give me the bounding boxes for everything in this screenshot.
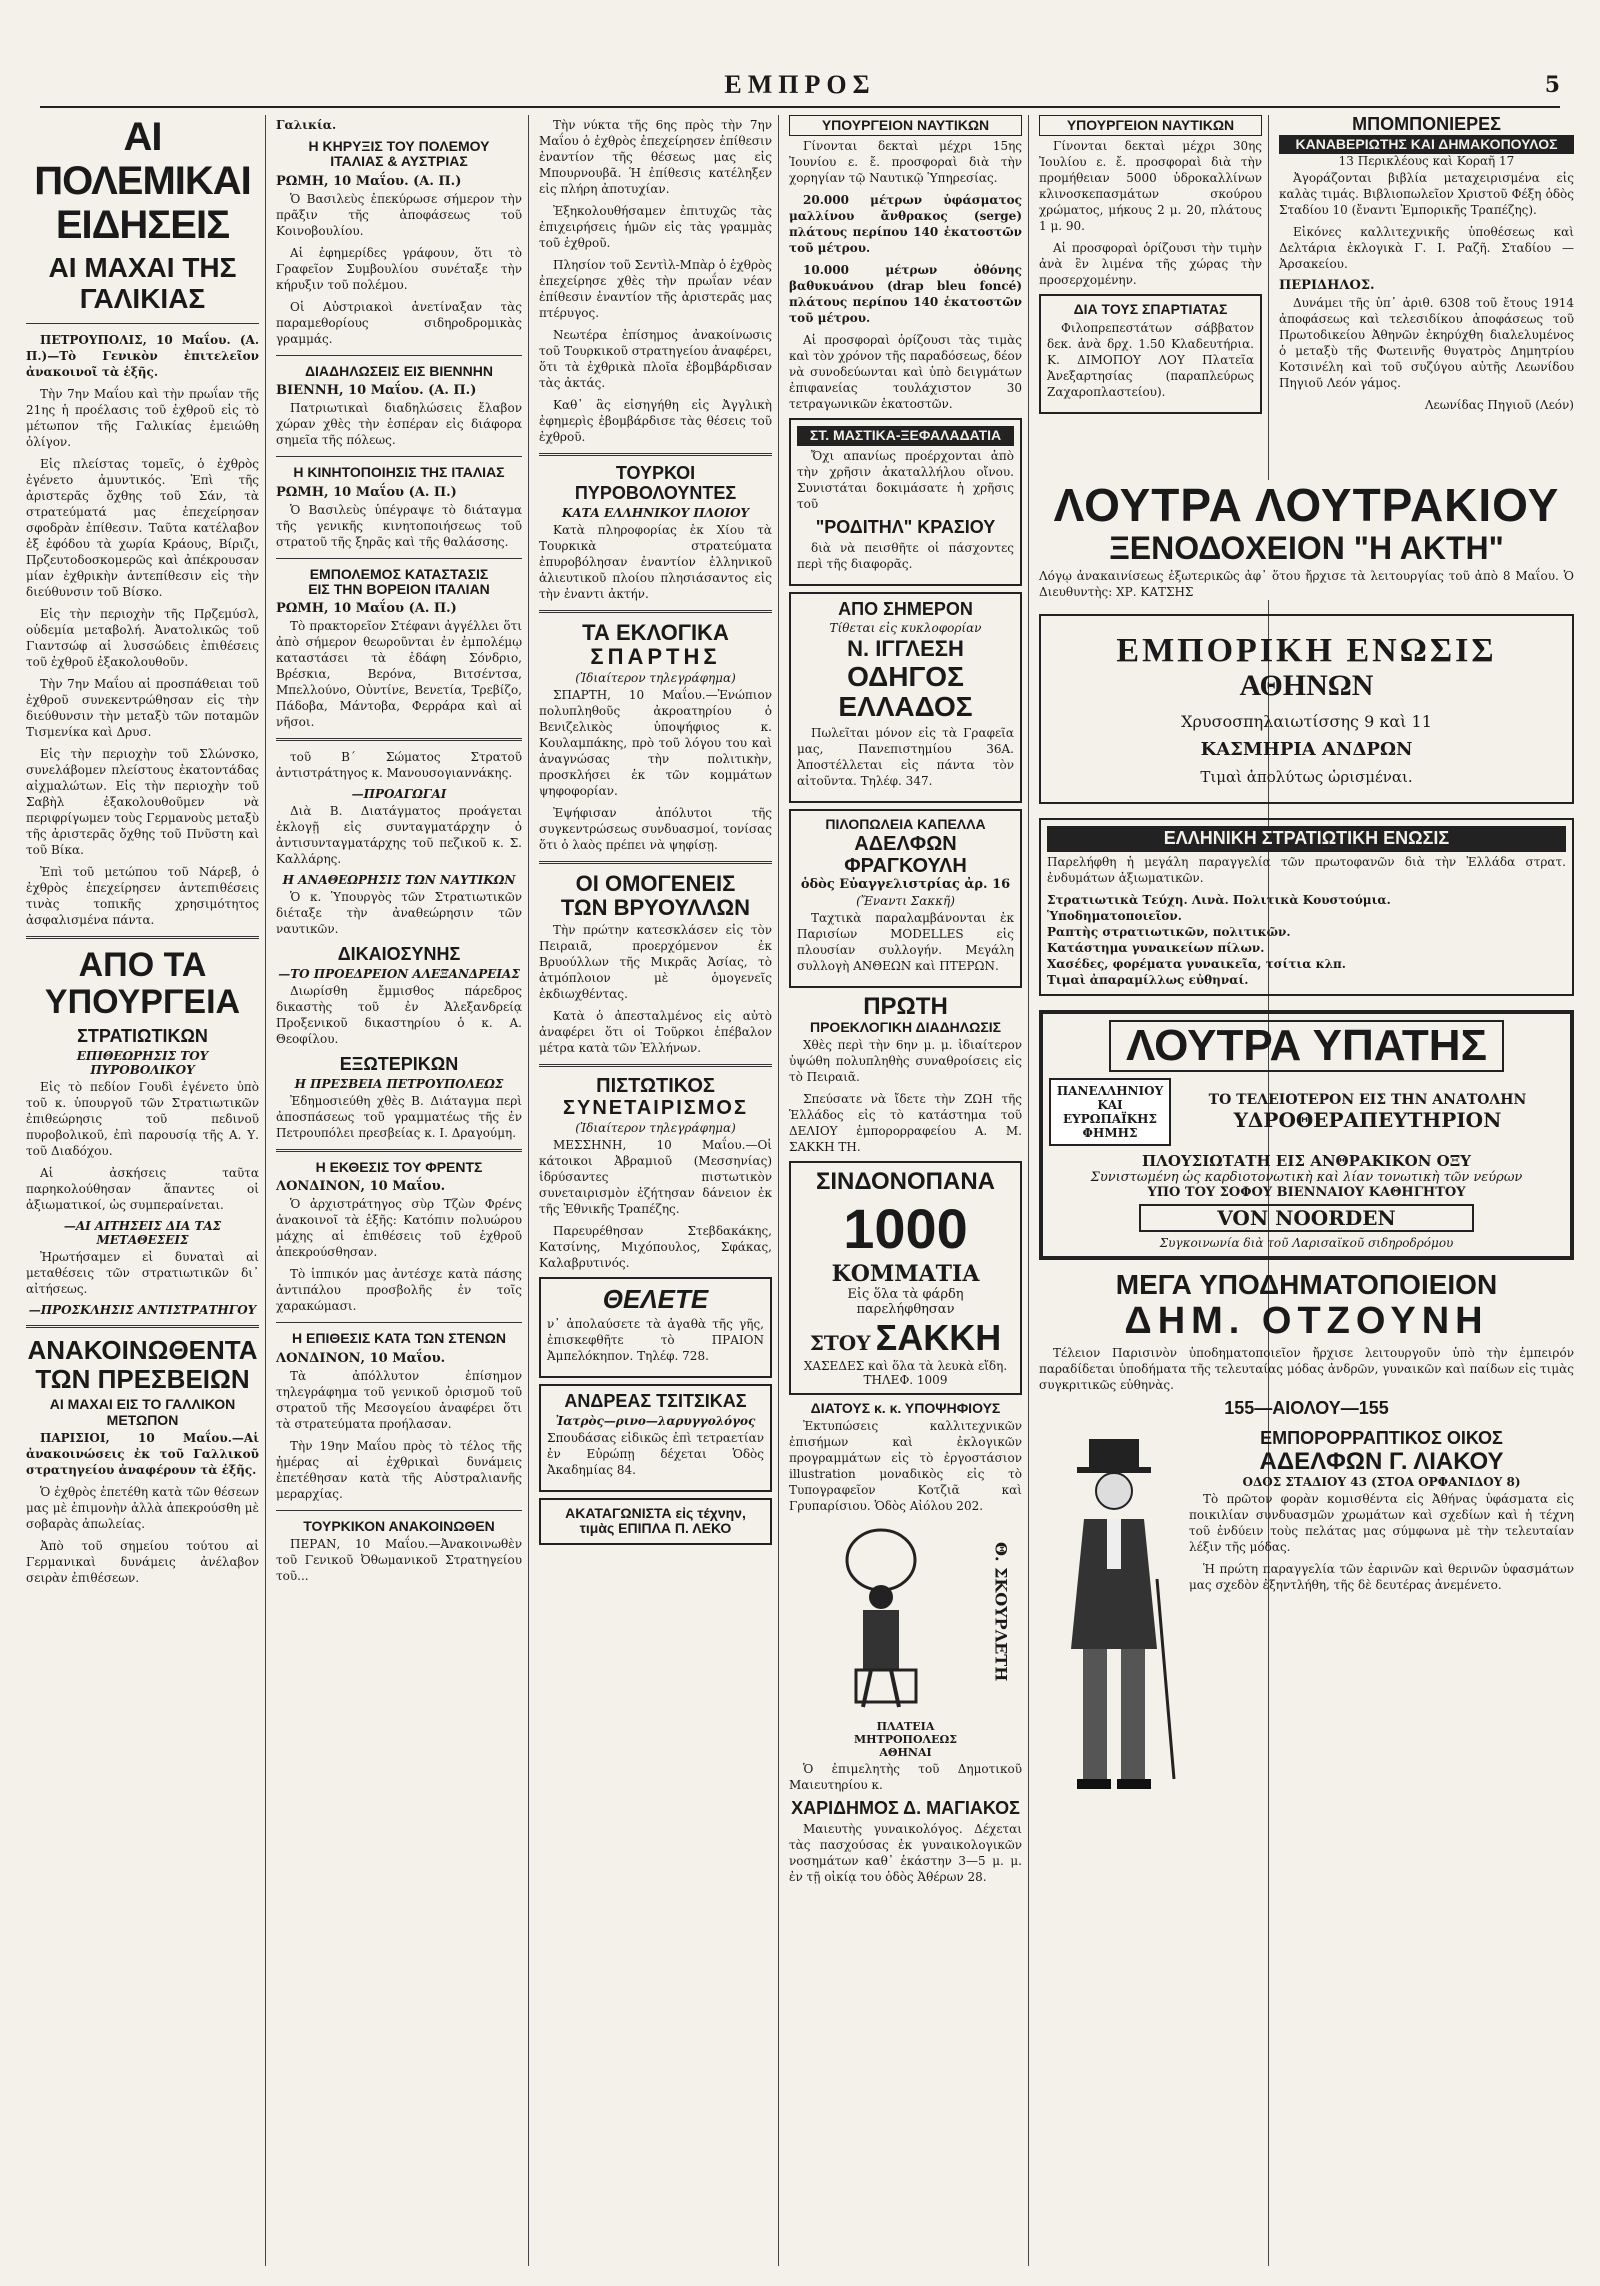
ad-headline: ΔΙΑ ΤΟΥΣ ΣΠΑΡΤΙΑΤΑΣ — [1073, 301, 1228, 318]
ad-subhead: Τίθεται εἰς κυκλοφορίαν — [829, 621, 982, 636]
ad-headline: ΕΜΠΟΡΟΡΡΑΠΤΙΚΟΣ ΟΙΚΟΣ — [1260, 1427, 1503, 1448]
ad-author: Ν. ΙΓΓΛΕΣΗ — [847, 636, 964, 662]
headline-elections: ΤΑ ΕΚΛΟΓΙΚΑ — [582, 619, 729, 645]
dateline: ΛΟΝΔΙΝΟΝ, 10 Μαΐου. — [276, 1179, 446, 1195]
ad-headline: ΜΠΟΜΠΟΝΙΕΡΕΣ — [1352, 115, 1501, 134]
column-rule — [778, 115, 779, 2266]
headline-sparta: ΣΠΑΡΤΗΣ — [590, 643, 721, 669]
divider — [539, 453, 772, 456]
article-paragraph: τοῦ Β΄ Σώματος Στρατοῦ ἀντιστράτηγος κ. Μανουσογιαννάκης. — [276, 750, 522, 781]
subhead: ΑΙ ΜΑΧΑΙ ΕΙΣ ΤΟ ΓΑΛΛΙΚΟΝ ΜΕΤΩΠΟΝ — [49, 1396, 236, 1428]
ad-city: ΑΘΗΝΩΝ — [1239, 669, 1374, 703]
notice-signature: Λεωνίδας Πηγιοῦ (Λεόν) — [1424, 398, 1574, 413]
ad-list-item: Ὑποδηματοποιεῖον. — [1047, 908, 1182, 923]
dateline: ΠΑΡΙΣΙΟΙ, 10 Μαΐου.—Αἱ ἀνακοινώσεις ἐκ τοῦ Γαλλικοῦ στρατηγείου ἀναφέρουν τὰ ἑξῆς. — [26, 1431, 259, 1478]
ad-text: Εἰκόνες καλλιτεχνικῆς ὑποθέσεως καὶ Δελτάρια ἐκλογικὰ Γ. Ι. Ραζῆ. Σταδίου — Ἀρσακείου. — [1279, 225, 1574, 272]
ad-text: Εἰς ὅλα τὰ φάρδη παρελήφθησαν — [847, 1286, 964, 1317]
ad-headline: ΕΜΠΟΡΙΚΗ ΕΝΩΣΙΣ — [1116, 631, 1497, 669]
ad-fame-line: ΠΑΝΕΛΛΗΝΙΟΥ — [1056, 1084, 1164, 1099]
ad-text: ΠΛΟΥΣΙΩΤΑΤΗ ΕΙΣ ΑΝΘΡΑΚΙΚΟΝ ΟΞΥ — [1142, 1152, 1471, 1171]
subhead: —ΠΡΟΣΚΛΗΣΙΣ ΑΝΤΙΣΤΡΑΤΗΓΟΥ — [28, 1303, 257, 1318]
section-justice: ΔΙΚΑΙΟΣΥΝΗΣ — [337, 944, 461, 965]
article-paragraph: Τὴν πρώτην κατεσκλάσεν εἰς τὸν Πειραιᾶ, προερχόμενον ἐκ Βρυούλλων τῆς Μικρᾶς Ἀσίας, τὸ ἀτμόπλοιον μὲ ὁμογενεῖς ἐκδιωχθέντας. — [539, 923, 772, 1002]
ad-address: ὁδὸς Εὐαγγελιστρίας ἀρ. 16 — [800, 876, 1011, 892]
ad-headline: ΜΕΓΑ ΥΠΟΔΗΜΑΤΟΠΟΙΕΙΟΝ — [1115, 1269, 1498, 1301]
ad-text: ΤΟ ΤΕΛΕΙΟΤΕΡΟΝ ΕΙΣ ΤΗΝ ΑΝΑΤΟΛΗΝ — [1208, 1092, 1527, 1109]
ad-subhead: Ἰατρὸς—ρινο—λαρυγγολόγος — [555, 1413, 756, 1428]
ad-hats — [789, 809, 1022, 987]
ad-headline: ΔΙΑΤΟΥΣ κ. κ. ΥΠΟΨΗΦΙΟΥΣ — [810, 1399, 1001, 1416]
ad-list-item: Χασέδες, φορέματα γυναικεῖα, τσίτια κλπ. — [1047, 956, 1346, 971]
subhead: ΕΙΣ ΤΗΝ ΒΟΡΕΙΟΝ ΙΤΑΛΙΑΝ — [308, 580, 490, 597]
dateline: ΡΩΜΗ, 10 Μαΐου (Α. Π.) — [276, 601, 457, 617]
ad-text: ΥΠΟ ΤΟΥ ΣΟΦΟΥ ΒΙΕΝΝΑΙΟΥ ΚΑΘΗΓΗΤΟΥ — [1147, 1185, 1466, 1201]
ad-list-item: Τιμαὶ ἀπαραμίλλως εὐθηναί. — [1047, 972, 1249, 987]
subhead: —ΑΙ ΑΙΤΗΣΕΙΣ ΔΙΑ ΤΑΣ ΜΕΤΑΘΕΣΕΙΣ — [63, 1219, 222, 1248]
headline-credit: ΠΙΣΤΩΤΙΚΟΣ — [596, 1075, 715, 1098]
ad-loutraki-hotel: ΞΕΝΟΔΟΧΕΙΟΝ "Η ΑΚΤΗ" — [1109, 529, 1504, 566]
ad-text: Ὄχι απανίως προέρχονται ἀπὸ τὴν χρῆσιν ἀκαταλλήλου οἴνου. Συνιστάται δοκιμάσατε ἡ χρῆσις τοῦ — [797, 448, 1014, 511]
article-paragraph: Νεωτέρα ἐπίσημος ἀνακοίνωσις τοῦ Τουρκικοῦ στρατηγείου ἀναφέρει, ὅτι τὰ ἐχθρικὰ πλοῖα ἐβομβάρδισαν τὰς ἀκτάς. — [539, 328, 772, 390]
ad-text: Ἀγοράζονται βιβλία μεταχειρισμένα εἰς καλὰς τιμάς. Βιβλιοπωλεῖον Χριστοῦ Φέξη ὁδὸς Σταδίου 10 (ἔναντι Ἐμπορικῆς Τραπέζης). — [1279, 171, 1574, 218]
article-paragraph: Διωρίσθη ἔμμισθος πάρεδρος δικαστὴς τοῦ ἐν Ἀλεξανδρείᾳ Προξενικοῦ δικαστηρίου ὁ κ. Α. Θεοφίλου. — [276, 984, 522, 1047]
wide-ads — [1033, 480, 1580, 2266]
ad-brand: "ΡΟΔΙΤΗΛ" ΚΡΑΣΙΟΥ — [815, 516, 996, 537]
divider — [539, 1064, 772, 1067]
section-army: ΣΤΡΑΤΙΩΤΙΚΩΝ — [77, 1026, 208, 1047]
subhead: ΔΙΑΔΗΛΩΣΕΙΣ ΕΙΣ ΒΙΕΝΝΗΝ — [304, 362, 493, 379]
headline-embassies-1: ΑΝΑΚΟΙΝΩΘΕΝΤΑ — [27, 1335, 258, 1366]
ad-headline: ΠΙΛΟΠΩΛΕΙΑ ΚΑΠΕΛΛΑ — [825, 816, 986, 833]
ad-caption: ΜΗΤΡΟΠΟΛΕΩΣ — [853, 1733, 958, 1747]
divider — [26, 323, 259, 324]
ad-shoes — [1039, 1270, 1574, 1418]
ad-vertical-label: Θ. ΣΚΟΥΡΛΕΤΗ — [991, 1542, 1011, 1682]
ad-caption: ΠΛΑΤΕΙΑ — [876, 1720, 935, 1734]
dateline: ΡΩΜΗ, 10 Μαΐου (Α. Π.) — [276, 484, 457, 500]
column-6 — [1273, 115, 1580, 475]
article-paragraph: Τὴν 7ην Μαΐου αἱ προσπάθειαι τοῦ ἐχθροῦ συνεκεντρώθησαν εἰς τὴν διεύθυνσιν τὴν μεταξὺ τῶν ποταμῶν Τισμενίκα καὶ Δρυσ. — [26, 676, 259, 739]
ad-headline: ΘΕΛΕΤΕ — [602, 1284, 709, 1315]
column-2 — [270, 115, 528, 2266]
headline-embassies-2: ΤΩΝ ΠΡΕΣΒΕΙΩΝ — [35, 1363, 250, 1394]
porter-illustration — [801, 1522, 1011, 1712]
ad-military-union — [1039, 818, 1574, 996]
article-paragraph: Τὴν 19ην Μαΐου πρὸς τὸ τέλος τῆς ἡμέρας αἱ ἐχθρικαὶ δυνάμεις ἐπετέθησαν κατὰ τῆς Αὐστραλιανῆς μεραρχίας. — [276, 1438, 522, 1501]
ad-headline: ΛΟΥΤΡΑ ΥΠΑΤΗΣ — [1109, 1020, 1504, 1072]
divider — [276, 1510, 522, 1511]
article-paragraph: Τὸ ἱππικόν μας ἀντέσχε κατὰ πάσης ἀντιπάλου προσβολῆς ἐν τοῖς χαρακώμασι. — [276, 1267, 522, 1314]
ad-text: ΧΑΣΕΔΕΣ καὶ ὅλα τὰ λευκὰ εἴδη. ΤΗΛΕΦ. 1009 — [803, 1358, 1008, 1387]
headline-turks: ΤΟΥΡΚΟΙ ΠΥΡΟΒΟΛΟΥΝΤΕΣ — [574, 463, 737, 503]
ad-unit: ΚΟΜΜΑΤΙΑ — [831, 1260, 980, 1287]
ad-list-item: Στρατιωτικὰ Τεύχη. Λινὰ. Πολιτικὰ Κουστούμια. — [1047, 892, 1391, 907]
ad-text: Ταχτικὰ παραλαμβάνονται ἐκ Παρισίων MODELLES εἰς πλουσίαν συλλογήν. Μεγάλη συλλογὴ ΑΝΘΕΩΝ καὶ ΠΤΕΡΩΝ. — [797, 910, 1014, 973]
dateline: ΒΙΕΝΝΗ, 10 Μαΐου. (Α. Π.) — [276, 383, 477, 399]
ad-furniture — [539, 1498, 772, 1545]
ad-quantity: 1000 — [843, 1196, 968, 1260]
ad-headline: ΑΠΟ ΣΗΜΕΡΟΝ — [838, 598, 973, 619]
column-rule — [1028, 115, 1029, 2266]
subhead: ΙΤΑΛΙΑΣ & ΑΥΣΤΡΙΑΣ — [330, 153, 468, 170]
divider — [276, 1149, 522, 1152]
dateline: ΡΩΜΗ, 10 Μαΐου. (Α. Π.) — [276, 173, 462, 189]
ad-address: ΟΔΟΣ ΣΤΑΔΙΟΥ 43 (ΣΤΟΑ ΟΡΦΑΝΙΔΟΥ 8) — [1242, 1474, 1521, 1489]
ad-subhead: ΚΑΝΑΒΕΡΙΩΤΗΣ ΚΑΙ ΔΗΜΑΚΟΠΟΥΛΟΣ — [1279, 135, 1574, 154]
ad-name: ΔΗΜ. ΟΤΖΟΥΝΗ — [1124, 1300, 1489, 1343]
article-paragraph: Σπεύσατε νὰ ἴδετε τὴν ΖΩΗ τῆς Ἑλλάδος εἰς τὸ κατάστημα τοῦ ΔΕΛΙΟΥ ἐμπορορραφείου Α. Μ. ΣΑΚΚΗ ΤΗ. — [789, 1092, 1022, 1155]
divider — [26, 1325, 259, 1328]
article-paragraph: Τὴν νύκτα τῆς 6ης πρὸς τὴν 7ην Μαΐου ὁ ἐχθρὸς ἐπεχείρησεν ἐπίθεσιν ἐναντίον τῆς θέσεως μας εἰς Μπουρνουβᾶ. Ἡ ἐπίθεσις κατέληξεν εἰς πλήρη ἀποτυχίαν. — [539, 118, 772, 196]
article-paragraph: Κατὰ ὁ ἀπεσταλμένος εἰς αὐτὸ ἀναφέρει ὅτι οἱ Τοῦρκοι ἐπέβαλον μέτρα κατὰ τῶν Ἑλλήνων. — [539, 1009, 772, 1056]
subhead: Η ΚΗΡΥΞΙΣ ΤΟΥ ΠΟΛΕΜΟΥ — [308, 138, 490, 154]
divider — [276, 738, 522, 741]
article-paragraph: Εἰς τὴν περιοχὴν τῆς Πρζεμύσλ, οὐδεμία μεταβολή. Ἀνατολικῶς τοῦ Γιαντσώφ αἱ λυσσώδεις ἐπιθέσεις τοῦ ἐχθροῦ ἐξακολουθοῦν. — [26, 606, 259, 669]
ad-headline: ΑΝΔΡΕΑΣ ΤΣΙΤΣΙΚΑΣ — [564, 1390, 747, 1411]
ad-text: 20.000 μέτρων ὑφάσματος μαλλίνου ἄνθρακος (serge) πλάτους περίπου 140 ἑκατοστῶν τοῦ μέτρου. — [789, 193, 1022, 256]
subhead: Η ΚΙΝΗΤΟΠΟΙΗΣΙΣ ΤΗΣ ΙΤΑΛΙΑΣ — [293, 464, 505, 481]
page-number: 5 — [1544, 72, 1560, 98]
article-paragraph: Ἐξηκολουθήσαμεν ἐπιτυχῶς τὰς ἐπιχειρήσεις ἡμῶν εἰς τὰς γραμμὰς τοῦ ἐχθροῦ. — [539, 204, 772, 250]
subhead: ΤΟΥΡΚΙΚΟΝ ΑΝΑΚΟΙΝΩΘΕΝ — [303, 1517, 495, 1534]
ad-guide — [789, 592, 1022, 804]
ad-want — [539, 1277, 772, 1378]
article-paragraph: Χθὲς περὶ τὴν 6ην μ. μ. ἰδιαίτερον ὑψώθη πολυπληθὴς συναθροίσεις εἰς τὸ Πειραιᾶ. — [789, 1038, 1022, 1085]
article-paragraph: ΜΕΣΣΗΝΗ, 10 Μαΐου.—Οἱ κάτοικοι Ἀβραμιοῦ (Μεσσηνίας) ἱδρύσαντες πιστωτικὸν συνεταιρισμὸν ἐζήτησαν δάνειον ἐκ τῆς Ἐθνικῆς Τραπέζης. — [539, 1138, 772, 1217]
ad-figure — [801, 1522, 1011, 1712]
ad-headline: ΣΙΝΔΟΝΟΠΑΝΑ — [815, 1168, 995, 1196]
headline-vryoulla: ΤΩΝ ΒΡΥΟΥΛΛΩΝ — [560, 895, 751, 921]
article-paragraph: Αἱ ἐφημερίδες γράφουν, ὅτι τὸ Γραφεῖον Συμβουλίου συνέταξε τὴν κήρυξιν τοῦ πολέμου. — [276, 245, 522, 292]
article-paragraph: Ὁ ἀρχιστράτηγος σὺρ Τζὼν Φρένς ἀνακοινοῖ τὰ ἑξῆς: Κατόπιν πολυώρου μάχης αἱ ἐπιθέσεις τοῦ ἐχθροῦ ἀπεκρούσθησαν. — [276, 1197, 522, 1260]
ad-list-item: Κατάστημα γυναικείων πίλων. — [1047, 940, 1265, 955]
ad-text: Σπουδάσας εἰδικῶς ἐπὶ τετραετίαν ἐν Εὐρώπῃ δέχεται Ὁδὸς Ἀκαδημίας 84. — [547, 1430, 764, 1477]
subhead: Η ΕΚΘΕΣΙΣ ΤΟΥ ΦΡΕΝΤΣ — [315, 1158, 483, 1175]
divider — [276, 558, 522, 559]
gentleman-illustration — [1039, 1429, 1189, 1799]
masthead-title: ΕΜΠΡΟΣ — [40, 70, 1560, 108]
ad-linen — [789, 1161, 1022, 1394]
article-paragraph: Ἠρωτήσαμεν εἰ δυναταὶ αἱ μεταθέσεις τῶν στρατιωτικῶν δι᾽ αἰτήσεως. — [26, 1250, 259, 1297]
article-paragraph: Ὁ Βασιλεὺς ὑπέγραψε τὸ διάταγμα τῆς γενικῆς κινητοποιήσεως τοῦ στρατοῦ τῆς ξηρᾶς καὶ τῆς θαλάσσης. — [276, 502, 522, 549]
ad-text: Τὸ πρῶτον φορὰν κομισθέντα εἰς Ἀθήνας ὑφάσματα εἰς ποικιλίαν συνδυασμῶν χρωμάτων καὶ σχεδίων καὶ ἡ τέχνη τοῦ ἐνδύειν τοὺς πελάτας μας σύμφωνα μὲ τὴν τελευταίαν λέξιν τῆς μόδας. — [1189, 1491, 1574, 1554]
ad-text: Πωλεῖται μόνον εἰς τὰ Γραφεῖα μας, Πανεπιστημίου 36Α. Ἀποστέλλεται εἰς πάντα τὸν αἰτοῦντα. Τηλέφ. 347. — [797, 726, 1014, 789]
ad-text: Συνιστωμένη ὡς καρδιοτονωτικὴ καὶ λίαν τονωτικὴ τῶν νεύρων — [1090, 1170, 1523, 1186]
column-3 — [533, 115, 778, 2266]
subhead: —ΤΟ ΠΡΟΕΔΡΕΙΟΝ ΑΛΕΞΑΝΔΡΕΙΑΣ — [278, 967, 520, 982]
article-paragraph: Ἀπὸ τοῦ σημείου τούτου αἱ Γερμανικαὶ δυνάμεις ἀνέλαβον σειρὰν ἐπιθέσεων. — [26, 1539, 259, 1586]
ad-title: ΟΔΗΓΟΣ ΕΛΛΑΔΟΣ — [838, 660, 973, 723]
ad-text: Παρελήφθη ἡ μεγάλη παραγγελία τῶν πρωτοφανῶν διὰ τὴν Ἑλλάδα στρατ. ἐνδυμάτων ἀξιωματικῶν. — [1047, 854, 1566, 885]
ad-text: Ἡ πρώτη παραγγελία τῶν ἐαρινῶν καὶ θερινῶν ὑφασμάτων μας σχεδὸν ἐξηντλήθη, τῆς δὲ δευτέρας ἀνεμένετο. — [1189, 1561, 1574, 1592]
ad-list — [1047, 892, 1566, 988]
ad-headline: ΧΑΡΙΔΗΜΟΣ Δ. ΜΑΓΙΑΚΟΣ — [791, 1798, 1020, 1819]
headline-ministries: ΑΠΟ ΤΑ ΥΠΟΥΡΓΕΙΑ — [44, 945, 241, 1021]
divider — [276, 355, 522, 356]
headline-cooperative: ΣΥΝΕΤΑΙΡΙΣΜΟΣ — [563, 1097, 748, 1120]
subhead: (Ἰδιαίτερον τηλεγράφημα) — [575, 1121, 736, 1136]
ad-text: Φιλοπρεπεστάτων σάββατον δεκ. ἀνὰ δρχ. 1.50 Κλαδευτήρια. Κ. ΔΙΜΟΠΟΥ ΛΟΥ Πλατεῖα Ἀνεξαρτησίας (παραπλεύρως Ζαχαροπλαστείου). — [1047, 320, 1254, 399]
article-paragraph: Ὁ κ. Ὑπουργὸς τῶν Στρατιωτικῶν διέταξε τὴν ἀναθεώρησιν τῶν ναυτικῶν. — [276, 890, 522, 937]
ad-headline: ΕΛΛΗΝΙΚΗ ΣΤΡΑΤΙΩΤΙΚΗ ΕΝΩΣΙΣ — [1047, 826, 1566, 852]
ad-text: ν᾽ ἀπολαύσετε τὰ ἀγαθὰ τῆς γῆς, ἐπισκεφθῆτε τὸ ΠΡΑΙΟΝ Ἀμπελόκηπον. Τηλέφ. 728. — [547, 1316, 764, 1363]
column-rule — [528, 115, 529, 2266]
ad-fame-line: ΕΥΡΩΠΑΪΚΗΣ — [1063, 1112, 1157, 1127]
article-paragraph: Πλησίον τοῦ Σεντὶλ-Μπὰρ ὁ ἐχθρὸς ἐπεχείρησε χθὲς τὴν πρωΐαν νέαν ἐπίθεσιν ἐναντίον τῆς ἀριστερᾶς μας πτέρυγος. — [539, 258, 772, 320]
divider — [26, 936, 259, 939]
section-foreign: ΕΞΩΤΕΡΙΚΩΝ — [339, 1054, 459, 1075]
ad-subhead: (Ἔναντι Σακκῆ) — [856, 893, 955, 908]
headline-galicia: ΑΙ ΜΑΧΑΙ ΤΗΣ ΓΑΛΙΚΙΑΣ — [48, 252, 237, 314]
article-paragraph: Γαλικία. — [276, 118, 337, 132]
ad-text: ΥΔΡΟΘΕΡΑΠΕΥΤΗΡΙΟΝ — [1233, 1108, 1502, 1133]
article-paragraph: Εἰς τὴν περιοχὴν τοῦ Σλώνσκο, συνελάβομεν πλείστους ἐκατοντάδας αἰχμαλώτων. Εἰς τὴν περιοχὴν τοῦ Σαβὴλ ἐξακολουθοῦμεν νὰ περιφρίγωμεν τοὺς Γερμανοὺς μεταξὺ τῆς ἀριστερᾶς ὄχθης τοῦ Πνῦστη καὶ τοῦ Βίκα. — [26, 746, 259, 857]
ad-text: Λόγῳ ἀνακαινίσεως ἐξωτερικῶς ἀφ᾽ ὅτου ἤρχισε τὰ λειτουργίας τοῦ ἀπὸ 8 Μαΐου. Ὁ Διευθυντὴς: ΧΡ. ΚΑΤΣΗΣ — [1039, 568, 1574, 599]
ad-text: Ἐκτυπώσεις καλλιτεχνικῶν ἐπισήμων καὶ ἐκλογικῶν προγραμμάτων εἰς τὸ ἐργοστάσιον illustration μοναδικὸς εἰς τὸ Τυπογραφεῖον Κοτζιᾶ καὶ Γρυπαρίσιου. Ὁδὸς Αἰόλου 202. — [789, 1419, 1022, 1514]
ad-headline: ΣΤ. ΜΑΣΤΙΚΑ-ΞΕΦΑΛΑΔΑΤΙΑ — [797, 426, 1014, 445]
ad-wine — [789, 418, 1022, 585]
divider — [539, 861, 772, 864]
ad-firm: ΑΔΕΛΦΩΝ ΦΡΑΓΚΟΥΛΗ — [844, 832, 967, 877]
ad-store: ΣΑΚΚΗ — [875, 1316, 1002, 1358]
ad-text: Συγκοινωνία διὰ τοῦ Λαρισαϊκοῦ σιδηροδρόμου — [1159, 1236, 1454, 1251]
ad-fame-box — [1049, 1078, 1171, 1146]
ad-headline: ΥΠΟΥΡΓΕΙΟΝ ΝΑΥΤΙΚΩΝ — [1039, 115, 1262, 136]
ad-ypati-spa — [1039, 1010, 1574, 1260]
dateline: ΛΟΝΔΙΝΟΝ, 10 Μαΐου. — [276, 1350, 446, 1366]
article-paragraph: Τὸ πρακτορεῖον Στέφανι ἀγγέλλει ὅτι ἀπὸ σήμερον θεωροῦνται ἐν ἐμπολέμῳ καταστάσει τὰ ἐδάφη Σόνδριο, Βρέσκια, Βερόνα, Βιτσέντσα, Μπελλούνο, Οὐντίνε, Βενετία, Τρεβίζο, Πάδοβα, Μάντοβα, Φερράρα καὶ αἱ νῆσοι. — [276, 619, 522, 730]
ad-text: Μαιευτὴς γυναικολόγος. Δέχεται τὰς πασχούσας ἐκ γυναικολογικῶν νοσημάτων καθ᾽ ἑκάστην 3—5 μ. μ. ἐν τῇ οἰκίᾳ του ὁδὸς Ἀθέρων 28. — [789, 1821, 1022, 1884]
ad-address: 155—ΑΙΟΛΟΥ—155 — [1224, 1397, 1389, 1418]
subhead: (Ἰδιαίτερον τηλεγράφημα) — [575, 670, 736, 685]
notice-title: ΠΕΡΙΔΗΛΟΣ. — [1279, 278, 1375, 294]
article-paragraph: Οἱ Αὐστριακοὶ ἀνετίναξαν τὰς παραμεθορίους σιδηροδρομικὰς γραμμάς. — [276, 299, 522, 346]
ad-text: Γίνονται δεκταὶ μέχρι 30ης Ἰουλίου ε. ἔ. προσφοραὶ διὰ τὴν προμήθειαν 5000 ὑδροκαλλίνων κλινοσκεπασμάτων σκούρου χρώματος, μήκους 2 μ. 20, πλάτους 1 μ. 90. — [1039, 139, 1262, 234]
ad-address: 13 Περικλέους καὶ Κοραῆ 17 — [1338, 154, 1515, 169]
subhead: ΚΑΤΑ ΕΛΛΗΝΙΚΟΥ ΠΛΟΙΟΥ — [561, 505, 750, 520]
article-paragraph: Διὰ Β. Διατάγματος προάγεται ἐκλογῇ εἰς συνταγματάρχην ὁ ἀντισυνταγματάρχης τοῦ πεζικοῦ κ. Σ. Καλλάρης. — [276, 804, 522, 867]
subhead: —ΠΡΟΑΓΩΓΑΙ — [351, 787, 447, 802]
ad-headline: ΥΠΟΥΡΓΕΙΟΝ ΝΑΥΤΙΚΩΝ — [789, 115, 1022, 136]
article-paragraph: Ὁ Βασιλεὺς ἐπεκύρωσε σήμερον τὴν πρᾶξιν τῆς ἀποφάσεως τοῦ Κοινοβουλίου. — [276, 191, 522, 238]
ad-text: Γίνονται δεκταὶ μέχρι 15ης Ἰουνίου ε. ἔ. προσφοραὶ διὰ τὴν χορηγίαν τῷ Ναυτικῷ Ὑπηρεσίας. — [789, 139, 1022, 186]
article-paragraph: Παρευρέθησαν Στεβδακάκης, Κατσίνης, Μιχόπουλος, Σφάκας, Καλαβρυτινός. — [539, 1224, 772, 1271]
subhead: Η ΑΝΑΘΕΩΡΗΣΙΣ ΤΩΝ ΝΑΥΤΙΚΩΝ — [282, 873, 516, 888]
ad-loutraki-headline: ΛΟΥΤΡΑ ΛΟΥΤΡΑΚΙΟΥ — [1053, 480, 1560, 531]
ad-text: Τιμαὶ ἀπολύτως ὡρισμέναι. — [1200, 768, 1413, 787]
article-paragraph: Πατριωτικαὶ διαδηλώσεις ἔλαβον χώραν χθὲς τὴν ἑσπέραν εἰς διάφορα σημεῖα τῆς πόλεως. — [276, 401, 522, 448]
article-paragraph: Τὴν 7ην Μαΐου καὶ τὴν πρωΐαν τῆς 21ης ἡ προέλασις τοῦ ἐχθροῦ εἰς τὸ μέτωπον τῆς Γαλικίας ἐμειώθη ὀλίγον. — [26, 386, 259, 449]
ad-fame-line: ΚΑΙ — [1097, 1098, 1123, 1113]
article-paragraph: Ἐδημοσιεύθη χθὲς Β. Διάταγμα περὶ ἀποσπάσεως τοῦ γραμματέως τῆς ἐν Πετρουπόλει πρεσβείας κ. Ι. Δραγούμη. — [276, 1093, 522, 1140]
ad-fame-line: ΦΗΜΗΣ — [1082, 1126, 1138, 1141]
headline-compatriots: ΟΙ ΟΜΟΓΕΝΕΙΣ — [575, 870, 736, 896]
column-1 — [20, 115, 265, 2266]
subhead: Η ΠΡΕΣΒΕΙΑ ΠΕΤΡΟΥΠΟΛΕΩΣ — [294, 1076, 504, 1091]
ad-caption: ΑΘΗΝΑΙ — [879, 1746, 932, 1760]
ad-commercial-union — [1039, 614, 1574, 804]
ad-firm: ΑΔΕΛΦΩΝ Γ. ΛΙΑΚΟΥ — [1259, 1447, 1504, 1475]
notice-text: Δυνάμει τῆς ὑπ᾽ ἀριθ. 6308 τοῦ ἔτους 1914 ἀποφάσεως καὶ τελεσιδίκου ἀποφάσεως τοῦ Πρωτοδικείου Ἀθηνῶν ἐκηρύχθη διαλελυμένος ὁ μεταξὺ τῆς Φωτεινῆς θυγατρὸς Δημητρίου Κοτσινέλη καὶ τοῦ συζύγου αὐτῆς Λεωνίδου Πηγιοῦ Λεόν γάμος. — [1279, 296, 1574, 391]
headline-first: ΠΡΩΤΗ — [863, 992, 948, 1020]
ad-text: Τέλειον Παρισινὸν ὑποδηματοποιεῖον ἤρχισε λειτουργοῦν ὑπὸ τὴν ἐμπειρόν παραδίδεται ὑποδήματα τῆς τελευταίας μόδας ἀνδρῶν, γυναικῶν καὶ παίδων εἰς τιμὰς συγκριτικῶς εὐθηνὰς. — [1039, 1345, 1574, 1392]
ad-doctor — [539, 1384, 772, 1492]
ad-text: Ὁ ἐπιμελητὴς τοῦ Δημοτικοῦ Μαιευτηρίου κ. — [789, 1762, 1022, 1793]
ad-text: διὰ νὰ πεισθῆτε οἱ πάσχοντες περὶ τῆς διαφορᾶς. — [797, 540, 1014, 571]
headline-war-news: ΑΙ ΠΟΛΕΜΙΚΑΙ ΕΙΔΗΣΕΙΣ — [34, 115, 251, 247]
subhead: Η ΕΠΙΘΕΣΙΣ ΚΑΤΑ ΤΩΝ ΣΤΕΝΩΝ — [292, 1330, 506, 1347]
divider — [276, 1322, 522, 1323]
ad-text: VON NOORDEN — [1139, 1204, 1474, 1232]
dateline: ΠΕΤΡΟΥΠΟΛΙΣ, 10 Μαΐου. (Α. Π.)—Τὸ Γενικὸν ἐπιτελεῖον ἀνακοινοῖ τὰ ἑξῆς. — [26, 332, 259, 379]
article-paragraph: ΣΠΑΡΤΗ, 10 Μαΐου.—Ἐνώπιον πολυπληθοῦς ἀκροατηρίου ὁ Βενιζελικὸς ὑποψήφιος κ. Κουλαμπάκης, πρὸ τοῦ λόγου του καὶ ἀναγνώσας τὴν πολιτικὴν, προσκλήσει ἐκ τῶν κομμάτων ψηφοφορίαν. — [539, 687, 772, 798]
article-paragraph: ΠΕΡΑΝ, 10 Μαΐου.—Ἀνακοινωθὲν τοῦ Γενικοῦ Ὀθωμανικοῦ Στρατηγείου τοῦ... — [276, 1537, 522, 1584]
ad-headline: ΑΚΑΤΑΓΩΝΙΣΤΑ εἰς τέχνην, τιμὰς ΕΠΙΠΛΑ Π. ΛΕΚΟ — [565, 1504, 746, 1537]
ad-list-item: Ραπτὴς στρατιωτικῶν, πολιτικῶν. — [1047, 924, 1291, 939]
ad-text: Αἱ προσφοραὶ ὁρίζουσι τὰς τιμὰς καὶ τὸν χρόνον τῆς παραδόσεως, δέον νὰ συνοδεύωνται καὶ ὑπὸ δειγμάτων ἐπιφανείας τουλάχιστον 30 τετραγωνικῶν ἑκατοστῶν. — [789, 333, 1022, 412]
article-paragraph: Αἱ ἀσκήσεις ταῦτα παρηκολούθησαν ἅπαντες οἱ ἀξιωματικοί, ὡς συμπεραίνεται. — [26, 1166, 259, 1213]
ad-address: Χρυσοσπηλαιωτίσσης 9 καὶ 11 — [1181, 712, 1432, 732]
ad-store-prefix: ΣΤΟΥ — [809, 1330, 871, 1355]
ad-text: 10.000 μέτρων ὀθόνης βαθυκυάνου (drap bleu foncé) πλάτους περίπου 140 ἑκατοστῶν τοῦ μέτρου. — [789, 263, 1022, 326]
divider — [539, 610, 772, 613]
article-paragraph: Ὁ ἐχθρὸς ἐπετέθη κατὰ τῶν θέσεων μας μὲ ἐπιμονὴν ἀλλὰ ἀπεκρούσθη μὲ σοβαρὰς ἀπωλείας. — [26, 1485, 259, 1532]
article-paragraph: Εἰς πλείστας τομεῖς, ὁ ἐχθρὸς ἐγένετο ἀμυντικός. Ἐπὶ τῆς ἀριστερᾶς ὄχθης τοῦ Σάν, τὰ στρατεύματά μας ἐπεχείρησαν σφοδρὰν ἐπίθεσιν. Ταῦτα κατέλαβον ἐξ ἐφόδου τὰ χωρία Κράους, Βίριζι, Πρζευτοδοσκομερῶς καὶ ἀπέκρουσαν μίαν ἐχθρικὴν ἀντεπίθεσιν εἰς τὴν διεύθυνσιν τοῦ Βίσκο. — [26, 456, 259, 599]
article-paragraph: Ἐπὶ τοῦ μετώπου τοῦ Νάρεβ, ὁ ἐχθρὸς ἐπεχείρησεν ἀντεπιθέσεις τινὰς τοπικῆς χρησιμότητος ἀσφαλισμένα πάντα. — [26, 864, 259, 927]
column-4 — [783, 115, 1028, 2266]
article-paragraph: Κατὰ πληροφορίας ἐκ Χίου τὰ Τουρκικὰ στρατεύματα ἐπυροβόλησαν ἐναντίον ἑλληνικοῦ ἁλιευτικοῦ πλοίου πλησιάσαντος εἰς τὴν ἐναντι ἀκτήν. — [539, 522, 772, 601]
article-paragraph: Καθ᾽ ἃς εἰσηγήθη εἰς Ἀγγλικὴ ἐφημερὶς ἐβομβάρδισε τὰς θέσεις τοῦ ἐχθροῦ. — [539, 398, 772, 444]
column-rule — [265, 115, 266, 2266]
article-paragraph: Εἰς τὸ πεδίον Γουδὶ ἐγένετο ὑπὸ τοῦ κ. ὑπουργοῦ τῶν Στρατιωτικῶν ἐπιθεώρησις τοῦ πεδινοῦ πυροβολικοῦ, ἐπὶ παρουσίᾳ τῆς Α. Υ. τοῦ Διαδόχου. — [26, 1080, 259, 1159]
divider — [276, 456, 522, 457]
subhead: ΕΠΙΘΕΩΡΗΣΙΣ ΤΟΥ ΠΥΡΟΒΟΛΙΚΟΥ — [76, 1049, 209, 1078]
article-paragraph: Ἐψήφισαν ἀπόλυτοι τῆς συγκεντρώσεως συνδυασμοί, τονίσας ὅτι ὁ λαὸς πρέπει νὰ ψηφίσῃ. — [539, 805, 772, 852]
ad-tailor — [1039, 1429, 1574, 1799]
ad-spartans — [1039, 294, 1262, 413]
subhead: ΕΜΠΟΛΕΜΟΣ ΚΑΤΑΣΤΑΣΙΣ — [309, 565, 489, 582]
ad-text: Αἱ προσφοραὶ ὁρίζουσι τὴν τιμὴν ἀνὰ ἓν λιμένα τῆς χώρας τὴν προσερχομένην. — [1039, 241, 1262, 288]
ad-text: ΚΑΣΜΗΡΙΑ ΑΝΔΡΩΝ — [1200, 739, 1413, 761]
article-paragraph: Τὰ ἀπόλλυτον ἐπίσημον τηλεγράφημα τοῦ γενικοῦ ὀρισμοῦ τοῦ στρατοῦ τῆς Μεσογείου ἀναφέρει ὅτι τὰ στρατεύματα προήλασαν. — [276, 1368, 522, 1431]
headline-rally: ΠΡΟΕΚΛΟΓΙΚΗ ΔΙΑΔΗΛΩΣΙΣ — [809, 1018, 1002, 1035]
